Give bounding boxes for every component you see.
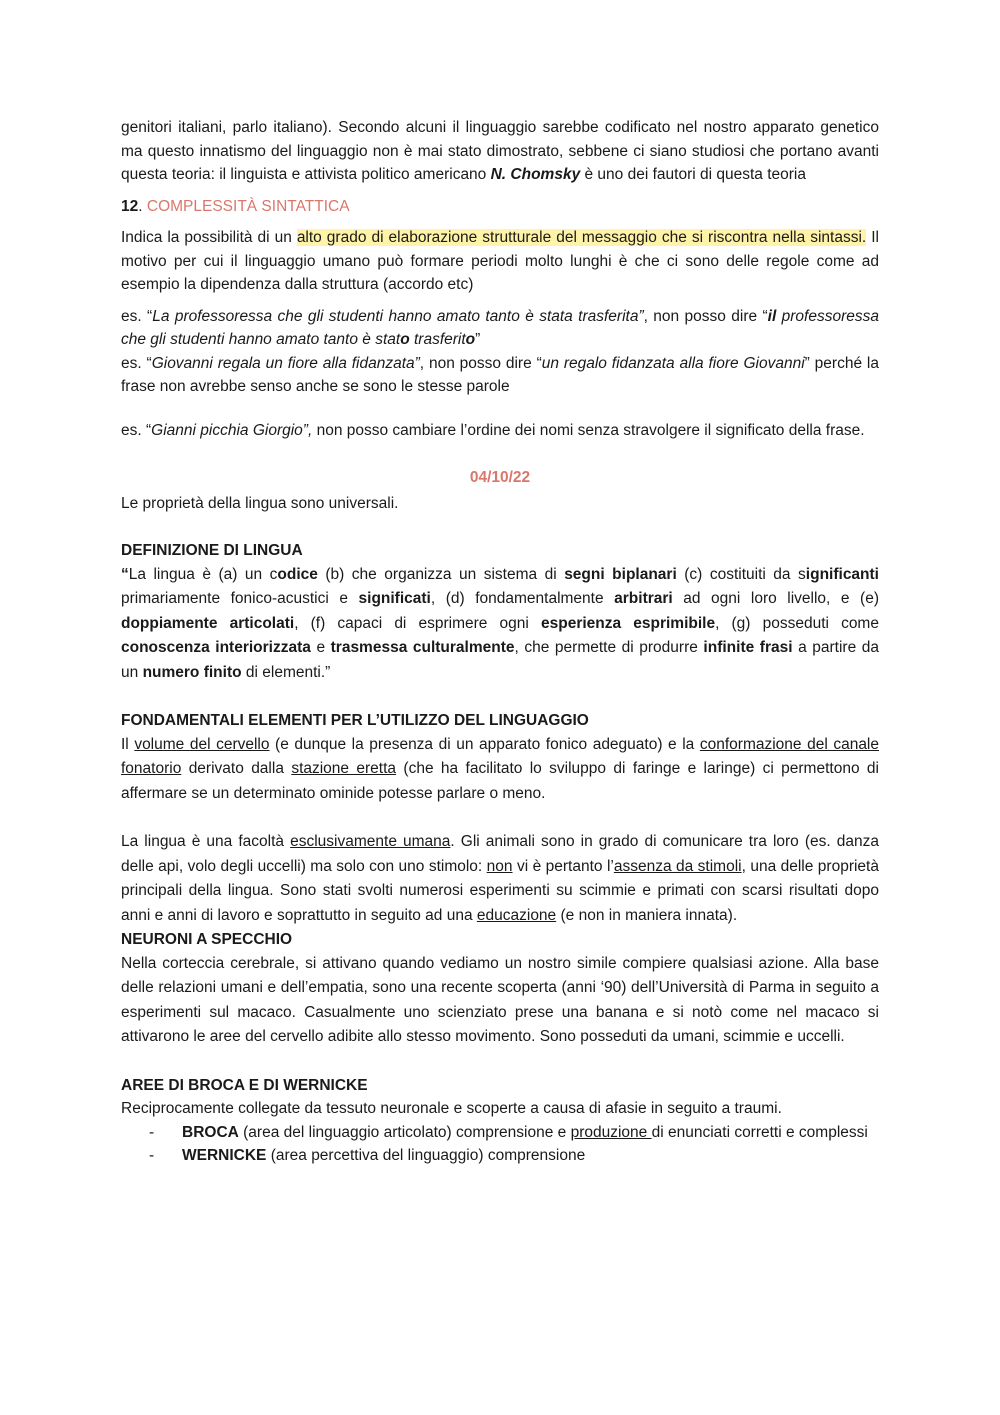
- highlighted-text: alto grado di elaborazione strutturale del messaggio che si riscontra nella sintassi.: [296, 229, 867, 246]
- aree-title: AREE DI BROCA E DI WERNICKE: [121, 1076, 368, 1094]
- section-12-heading: 12. COMPLESSITÀ SINTATTICA: [121, 197, 350, 215]
- section-12-title: COMPLESSITÀ SINTATTICA: [146, 197, 350, 215]
- aree-paragraph: Reciprocamente collegate da tessuto neuronale e scoperte a causa di afasie in seguito a traumi.: [121, 1100, 782, 1117]
- fondamentali-title: FONDAMENTALI ELEMENTI PER L’UTILIZZO DEL LINGUAGGIO: [121, 712, 589, 729]
- chomsky-name: N. Chomsky: [490, 166, 581, 183]
- neuroni-paragraph: Nella corteccia cerebrale, si attivano quando vediamo un nostro simile compiere qualsiasi azione. Alla base delle relazioni umani e dell’empatia, sono una recente scoperta (anni ‘90) dell’Università di Parma in seguito a esperimenti sul macaco. Casualmente uno scienziato prese una banana e si notò come nel macaco si attivarono le aree del cervello adibite allo stesso movimento. Sono posseduti da umani, scimmie e uccelli.: [121, 954, 879, 1045]
- facolta-paragraph: La lingua è una facoltà esclusivamente umana. Gli animali sono in grado di comunicare tra loro (es. danza delle api, volo degli uccelli) ma solo con uno stimolo: non vi è pertanto l’assenza da stimoli, una delle proprietà principali della lingua. Sono stati svolti numerosi esperimenti su scimmie e primati con scarsi risultati dopo anni e anni di lavoro e soprattutto in seguito ad una educazione (e non in maniera innata).: [121, 833, 880, 924]
- example-3: es. “Gianni picchia Giorgio”, non posso cambiare l’ordine dei nomi senza stravolgere il significato della frase.: [121, 421, 865, 439]
- neuroni-title: NEURONI A SPECCHIO: [121, 931, 293, 948]
- list-item-broca: - BROCA (area del linguaggio articolato) comprensione e produzione di enunciati corretti e complessi: [149, 1121, 879, 1145]
- intro-paragraph: genitori italiani, parlo italiano). Secondo alcuni il linguaggio sarebbe codificato nel nostro apparato genetico ma questo innatismo del linguaggio non è mai stato dimostrato, sebbene ci siano studiosi che portano avanti questa teoria: il linguista e attivista politico americano N. Chomsky è uno dei fautori di questa teoria: [121, 119, 879, 183]
- complessita-paragraph: Indica la possibilità di un alto grado di elaborazione strutturale del messaggio che si riscontra nella sintassi. Il motivo per cui il linguaggio umano può formare periodi molto lunghi è che ci sono delle regole come ad esempio la dipendenza dalla struttura (accordo etc): [121, 229, 879, 293]
- example-1: es. “La professoressa che gli studenti hanno amato tanto è stata trasferita”, non posso dire “il professoressa che gli studenti hanno amato tanto è stato trasferito”: [121, 307, 879, 348]
- universal-line: Le proprietà della lingua sono universali.: [121, 494, 399, 512]
- aree-list: [121, 1121, 879, 1168]
- definizione-title: DEFINIZIONE DI LINGUA: [121, 542, 303, 559]
- document-page: [121, 116, 879, 1168]
- date-heading: 04/10/22: [469, 469, 531, 486]
- example-2: es. “Giovanni regala un fiore alla fidanzata”, non posso dire “un regalo fidanzata alla fiore Giovanni” perché la frase non avrebbe senso anche se sono le stesse parole: [121, 354, 879, 395]
- definizione-paragraph: “La lingua è (a) un codice (b) che organizza un sistema di segni biplanari (c) costituiti da significanti primariamente fonico-acustici e significati, (d) fondamentalmente arbitrari ad ogni loro livello, e (e) doppiamente articolati, (f) capaci di esprimere ogni esperienza esprimibile, (g) posseduti come conoscenza interiorizzata e trasmessa culturalmente, che permette di produrre infinite frasi a partire da un numero finito di elementi.”: [121, 565, 879, 681]
- list-item-wernicke: - WERNICKE (area percettiva del linguaggio) comprensione: [149, 1144, 879, 1168]
- fondamentali-paragraph: Il volume del cervello (e dunque la presenza di un apparato fonico adeguato) e la conformazione del canale fonatorio derivato dalla stazione eretta (che ha facilitato lo sviluppo di faringe e laringe) ci permettono di affermare se un determinato ominide potesse parlare o meno.: [121, 735, 879, 802]
